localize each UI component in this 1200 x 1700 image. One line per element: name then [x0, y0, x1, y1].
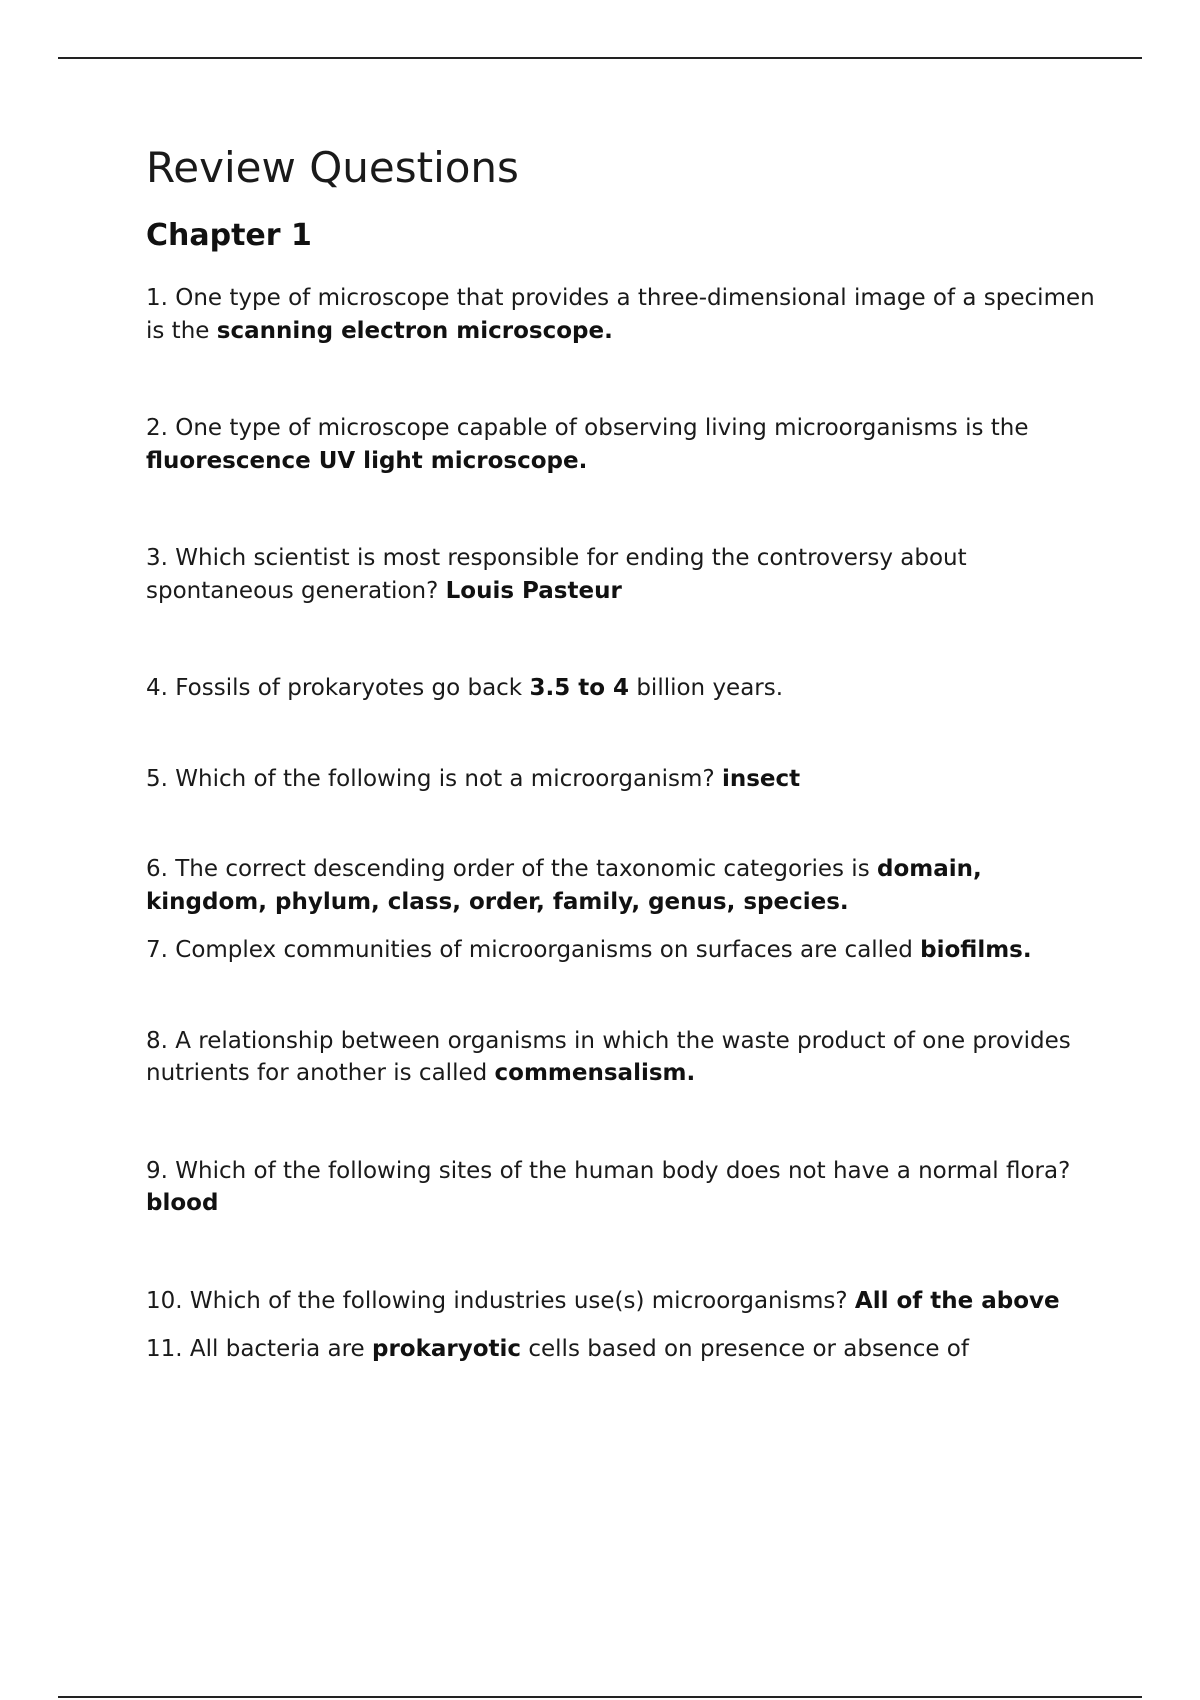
question-list [146, 282, 1096, 1366]
question-text: 8. A relationship between organisms in which the waste product of one provides nutrients for another is called [146, 1027, 1071, 1086]
question-3 [146, 542, 1096, 607]
question-trailing-text: cells based on presence or absence of [521, 1336, 969, 1362]
chapter-heading: Chapter 1 [146, 218, 312, 253]
question-text: 3. Which scientist is most responsible for ending the controversy about spontaneous generation? [146, 545, 967, 604]
question-text: 2. One type of microscope capable of observing living microorganisms is the [146, 415, 1029, 441]
question-answer: fluorescence UV light microscope. [146, 447, 588, 474]
question-answer: Louis Pasteur [445, 577, 622, 604]
question-answer: All of the above [854, 1287, 1060, 1314]
question-4 [146, 672, 1096, 705]
question-answer: 3.5 to 4 [529, 675, 630, 701]
question-8 [146, 1025, 1096, 1090]
question-answer: biofilms. [920, 937, 1032, 963]
question-text: 10. Which of the following industries use(s) microorganisms? [146, 1287, 855, 1314]
question-answer: blood [146, 1190, 219, 1216]
question-7 [146, 934, 1096, 967]
document-content [146, 140, 1096, 1366]
question-text: 9. Which of the following sites of the human body does not have a normal flora? [146, 1157, 1071, 1184]
question-9 [146, 1155, 1096, 1220]
question-trailing-text: billion years. [629, 675, 784, 701]
question-text: 5. Which of the following is not a microorganism? [146, 765, 722, 792]
question-11 [146, 1333, 1096, 1366]
question-5 [146, 763, 1096, 796]
question-6 [146, 853, 1096, 918]
question-answer: insect [721, 765, 801, 792]
question-text: 4. Fossils of prokaryotes go back [146, 675, 530, 701]
question-answer: scanning electron microscope. [216, 317, 613, 344]
question-text: 11. All bacteria are [146, 1336, 372, 1362]
question-answer: domain, kingdom, phylum, class, order, family, genus, species. [146, 856, 982, 915]
top-rule [58, 57, 1142, 59]
question-text: 7. Complex communities of microorganisms on surfaces are called [146, 937, 921, 963]
question-2 [146, 412, 1096, 477]
bottom-rule [58, 1696, 1142, 1698]
question-text: 1. One type of microscope that provides a three-dimensional image of a specimen is the [146, 285, 1095, 344]
question-10 [146, 1285, 1096, 1318]
question-answer: prokaryotic [371, 1336, 522, 1362]
question-answer: commensalism. [494, 1060, 696, 1086]
question-text: 6. The correct descending order of the taxonomic categories is [146, 856, 877, 882]
page-title: Review Questions [146, 143, 519, 192]
question-1 [146, 282, 1096, 347]
